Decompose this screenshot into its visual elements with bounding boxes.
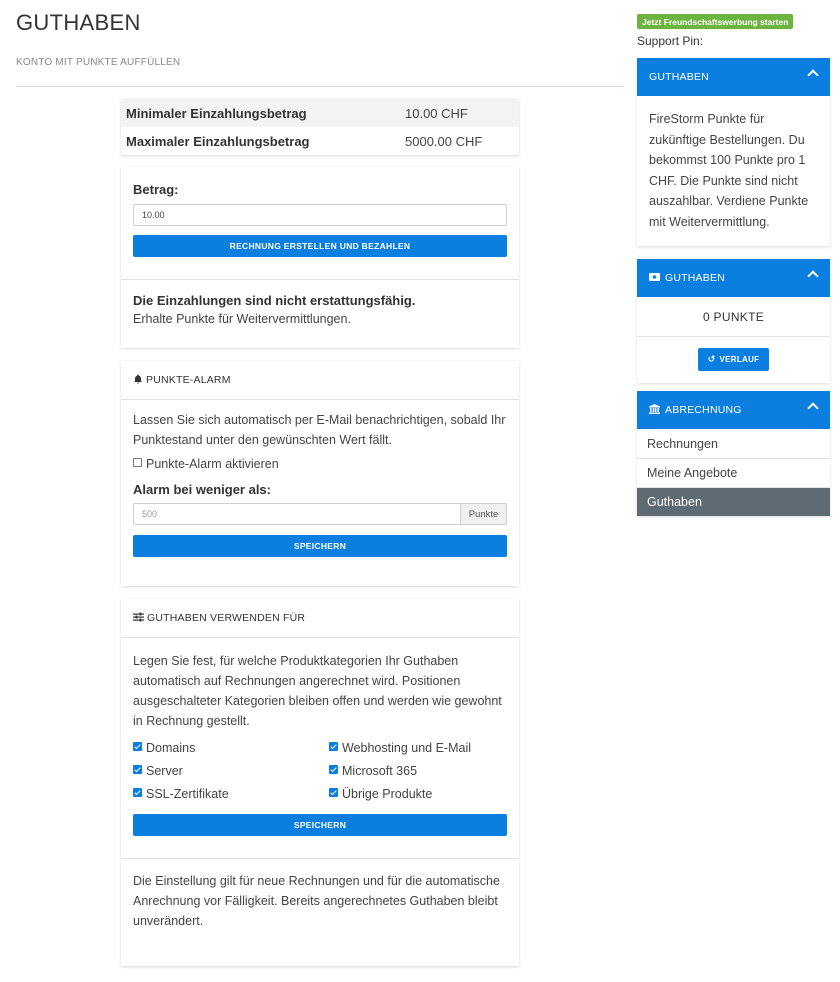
referral-note: Erhalte Punkte für Weitervermittlungen.	[133, 312, 351, 326]
sidebar-item-quotes[interactable]: Meine Angebote	[637, 458, 830, 487]
points-alarm-card	[121, 361, 519, 586]
table-row	[121, 127, 519, 155]
refund-note: Die Einzahlungen sind nicht erstattungsfähig.	[133, 293, 416, 308]
checkbox[interactable]	[329, 788, 338, 797]
support-pin: Support Pin:	[637, 34, 704, 48]
category-checkbox-grid	[133, 741, 507, 801]
alarm-threshold-group	[133, 503, 507, 525]
usage-footer-note: Die Einstellung gilt für neue Rechnungen und für die automatische Anrechnung vor Fälligkeit. Bereits angerechnetes Guthaben bleibt unverändert.	[133, 874, 500, 928]
checkbox[interactable]	[133, 742, 142, 751]
referral-promo-badge[interactable]: Jetzt Freundschaftswerbung starten	[637, 14, 793, 29]
credit-usage-title: GUTHABEN VERWENDEN FÜR	[147, 612, 306, 624]
credit-usage-header	[121, 599, 519, 637]
bell-icon	[133, 374, 143, 387]
category-webhosting[interactable]	[329, 741, 509, 755]
sidebar-item-credit[interactable]: Guthaben	[637, 487, 830, 516]
checkbox[interactable]	[329, 742, 338, 751]
chevron-up-icon[interactable]	[807, 69, 818, 80]
money-icon	[649, 273, 660, 284]
min-deposit-value: 10.00 CHF	[405, 105, 468, 121]
credit-info-panel	[637, 58, 830, 246]
alarm-threshold-input[interactable]: 500	[133, 503, 461, 525]
alarm-threshold-unit: Punkte	[461, 503, 507, 525]
alarm-threshold-label: Alarm bei weniger als:	[133, 482, 271, 497]
alarm-enable-label[interactable]: Punkte-Alarm aktivieren	[146, 457, 279, 471]
max-deposit-label: Maximaler Einzahlungsbetrag	[126, 133, 310, 149]
category-label[interactable]: SSL-Zertifikate	[146, 787, 229, 801]
credit-usage-card	[121, 599, 519, 966]
min-deposit-label: Minimaler Einzahlungsbetrag	[126, 105, 307, 121]
credit-balance-title: GUTHABEN	[665, 272, 725, 284]
category-other[interactable]	[329, 787, 509, 801]
amount-input[interactable]: 10.00	[133, 204, 507, 226]
history-label: VERLAUF	[719, 355, 760, 364]
category-ssl[interactable]	[133, 787, 329, 801]
billing-panel	[637, 391, 830, 516]
sidebar-item-invoices[interactable]: Rechnungen	[647, 436, 718, 451]
max-deposit-value: 5000.00 CHF	[405, 133, 483, 149]
credit-balance-panel	[637, 259, 830, 383]
category-label[interactable]: Server	[146, 764, 183, 778]
chevron-up-icon[interactable]	[807, 402, 818, 413]
deposit-limits-table	[121, 99, 519, 155]
usage-save-button[interactable]: SPEICHERN	[133, 814, 507, 836]
deposit-card	[121, 167, 519, 348]
create-invoice-button[interactable]: RECHNUNG ERSTELLEN UND BEZAHLEN	[133, 235, 507, 257]
chevron-up-icon[interactable]	[807, 270, 818, 281]
history-icon: ↺	[707, 354, 716, 364]
category-label[interactable]: Domains	[146, 741, 196, 755]
points-alarm-title: PUNKTE-ALARM	[146, 374, 231, 386]
points-alarm-header	[121, 361, 519, 399]
page-subtitle: KONTO MIT PUNKTE AUFFÜLLEN	[16, 57, 181, 68]
history-row	[637, 337, 830, 371]
bank-icon	[649, 404, 660, 417]
header-divider	[16, 86, 624, 87]
amount-label: Betrag:	[133, 182, 179, 197]
alarm-save-button[interactable]: SPEICHERN	[133, 535, 507, 557]
billing-header[interactable]	[637, 391, 830, 429]
page-title: GUTHABEN	[16, 10, 141, 35]
billing-title: ABRECHNUNG	[665, 404, 742, 416]
category-domains[interactable]	[133, 741, 329, 755]
credit-info-title: GUTHABEN	[649, 71, 709, 83]
points-alarm-description: Lassen Sie sich automatisch per E-Mail benachrichtigen, sobald Ihr Punktestand unter den gewünschten Wert fällt.	[133, 413, 506, 447]
sliders-icon	[133, 612, 144, 625]
alarm-enable-checkbox[interactable]	[133, 458, 142, 467]
history-button[interactable]	[698, 348, 769, 371]
table-row	[121, 99, 519, 127]
alarm-checkbox-row[interactable]	[133, 457, 507, 471]
category-label[interactable]: Übrige Produkte	[342, 787, 433, 801]
credit-balance-header[interactable]	[637, 259, 830, 297]
category-label[interactable]: Microsoft 365	[342, 764, 418, 778]
checkbox[interactable]	[133, 788, 142, 797]
points-balance: 0 PUNKTE	[702, 309, 765, 324]
credit-usage-description: Legen Sie fest, für welche Produktkategorien Ihr Guthaben automatisch auf Rechnungen angerechnet wird. Positionen ausgeschalteter Kategorien bleiben offen und werden wie gewohnt in Rechnung gestellt.	[133, 654, 502, 728]
checkbox[interactable]	[133, 765, 142, 774]
category-label[interactable]: Webhosting und E-Mail	[342, 741, 472, 755]
credit-info-header[interactable]	[637, 58, 830, 96]
category-microsoft-365[interactable]	[329, 764, 509, 778]
checkbox[interactable]	[329, 765, 338, 774]
credit-info-text: FireStorm Punkte für zukünftige Bestellungen. Du bekommst 100 Punkte pro 1 CHF. Die Punkte sind nicht auszahlbar. Verdiene Punkte mit Weitervermittlung.	[649, 112, 809, 229]
category-server[interactable]	[133, 764, 329, 778]
